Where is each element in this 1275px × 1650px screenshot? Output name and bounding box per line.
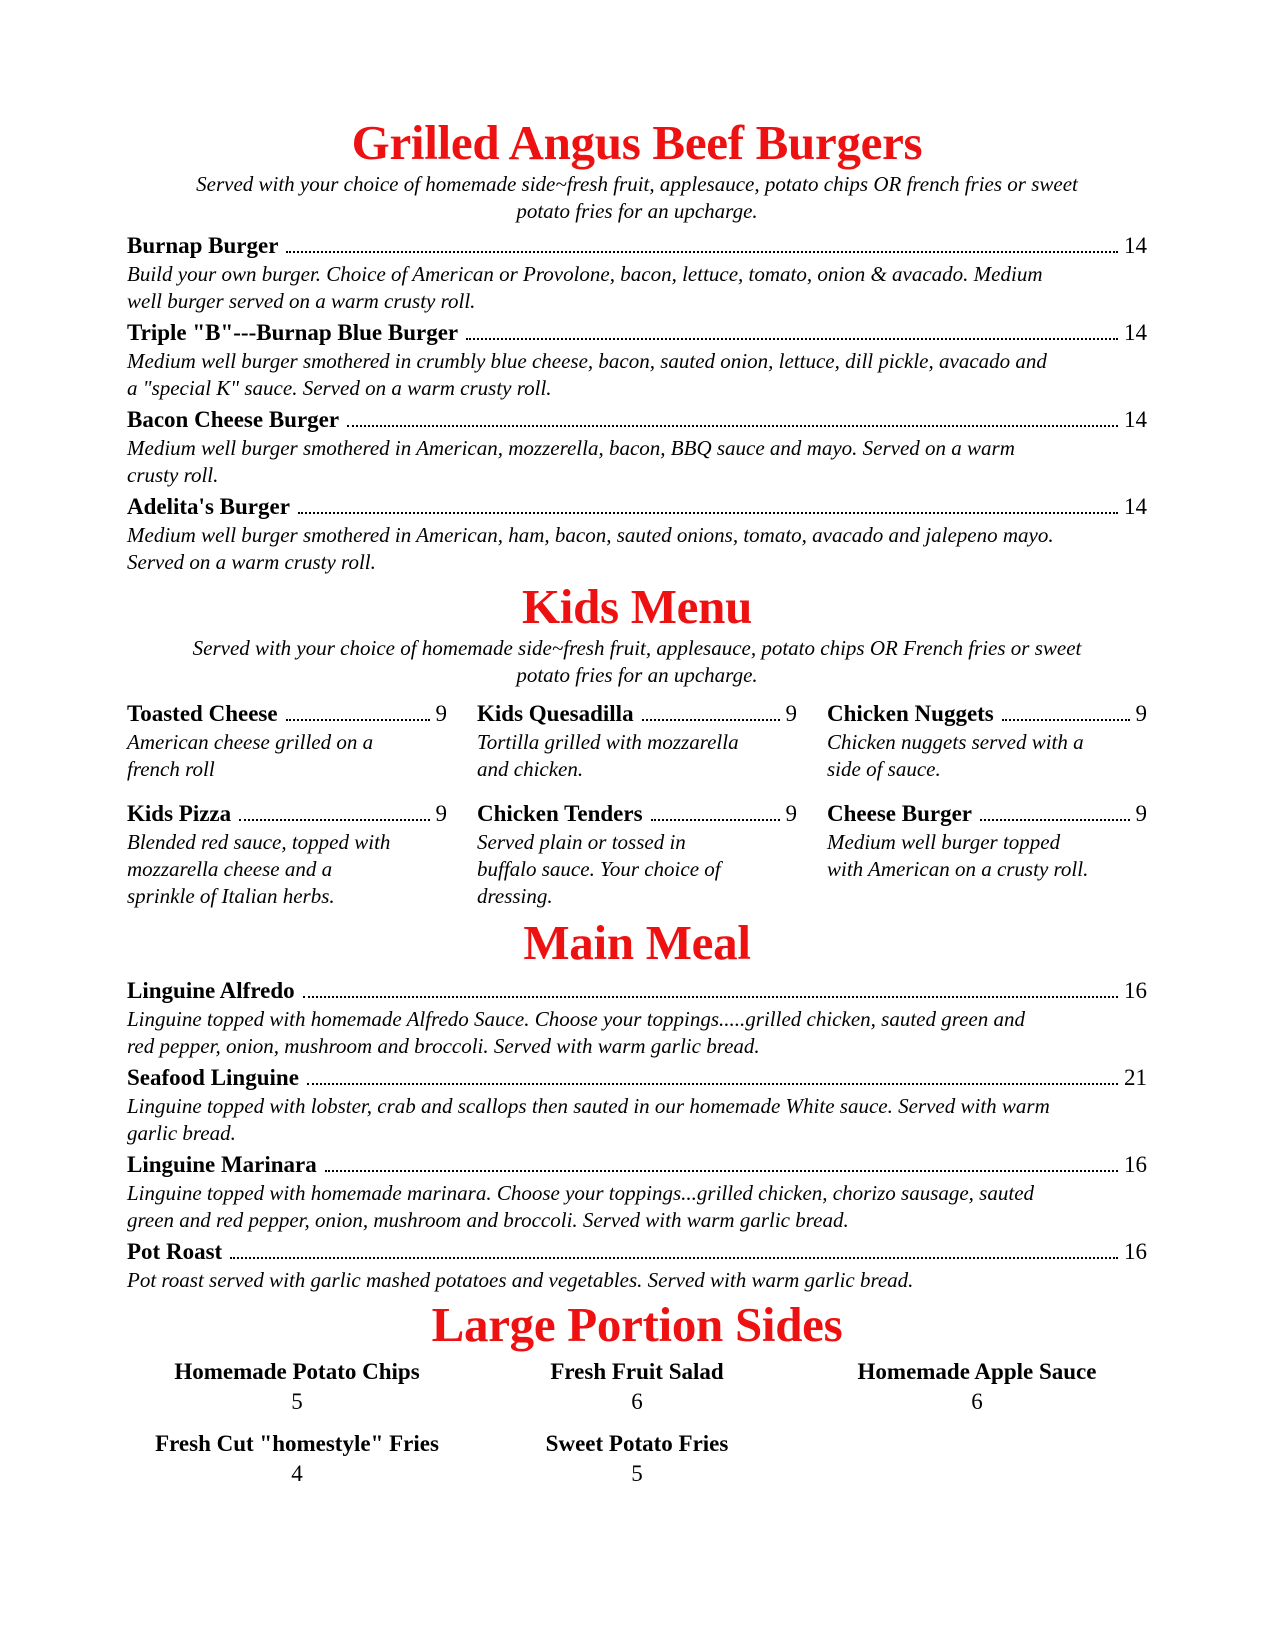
side-price: 4 — [291, 1461, 303, 1486]
menu-item — [127, 1237, 1147, 1294]
kids-item — [477, 699, 797, 783]
side-item — [467, 1429, 807, 1489]
side-name: Homemade Apple Sauce — [857, 1359, 1097, 1384]
item-price: 16 — [1124, 1152, 1147, 1177]
dot-leader — [466, 338, 1118, 340]
kids-item — [827, 799, 1147, 910]
item-name: Cheese Burger — [827, 801, 972, 826]
side-price: 6 — [971, 1389, 983, 1414]
dot-leader — [307, 1083, 1118, 1085]
sides-section — [127, 1297, 1147, 1489]
item-name: Triple "B"---Burnap Blue Burger — [127, 320, 459, 345]
side-name: Fresh Fruit Salad — [550, 1359, 724, 1384]
kids-item — [127, 699, 447, 783]
item-description: Linguine topped with homemade Alfredo Sauce. Choose your toppings.....grilled chicken, sauted green and red pepper, onion, mushroom and broccoli. Served with warm garlic bread. — [127, 1007, 1026, 1058]
menu-item — [127, 976, 1147, 1060]
menu-item — [127, 318, 1147, 402]
item-price: 16 — [1124, 1239, 1147, 1264]
kids-section — [127, 579, 1147, 910]
item-price: 14 — [1124, 407, 1147, 432]
kids-grid — [127, 699, 1147, 910]
item-price: 9 — [785, 701, 797, 726]
menu-item — [127, 492, 1147, 576]
kids-item — [827, 699, 1147, 783]
sides-grid — [127, 1357, 1147, 1489]
kids-subtitle: Served with your choice of homemade side~fresh fruit, applesauce, potato chips OR French fries or sweet potato fries for an upcharge. — [192, 636, 1082, 687]
menu-item — [127, 1150, 1147, 1234]
burgers-title: Grilled Angus Beef Burgers — [351, 115, 923, 170]
sides-title: Large Portion Sides — [431, 1297, 843, 1352]
item-price: 14 — [1124, 494, 1147, 519]
dot-leader — [1002, 719, 1130, 721]
burgers-section — [127, 115, 1147, 576]
dot-leader — [651, 819, 780, 821]
item-description: Medium well burger topped with American on a crusty roll. — [827, 830, 1089, 881]
menu-item — [127, 405, 1147, 489]
item-price: 9 — [1135, 801, 1147, 826]
kids-item — [477, 799, 797, 910]
dot-leader — [303, 996, 1118, 998]
dot-leader — [980, 819, 1130, 821]
side-price: 6 — [631, 1389, 643, 1414]
item-price: 16 — [1124, 978, 1147, 1003]
item-description: Medium well burger smothered in American, ham, bacon, sauted onions, tomato, avacado and jalepeno mayo. Served on a warm crusty roll. — [127, 523, 1054, 574]
menu-item — [127, 231, 1147, 315]
main-meal-title: Main Meal — [523, 915, 751, 970]
dot-leader — [230, 1257, 1118, 1259]
item-description: Tortilla grilled with mozzarella and chicken. — [477, 730, 739, 781]
item-price: 21 — [1124, 1065, 1147, 1090]
kids-item — [127, 799, 447, 910]
item-price: 14 — [1124, 320, 1147, 345]
item-name: Seafood Linguine — [127, 1065, 299, 1090]
item-name: Toasted Cheese — [127, 701, 278, 726]
item-name: Adelita's Burger — [127, 494, 290, 519]
dot-leader — [298, 512, 1118, 514]
item-name: Chicken Tenders — [477, 801, 643, 826]
item-price: 14 — [1124, 233, 1147, 258]
item-description: Chicken nuggets served with a side of sauce. — [827, 730, 1084, 781]
dot-leader — [239, 819, 429, 821]
item-name: Linguine Alfredo — [127, 978, 295, 1003]
item-name: Linguine Marinara — [127, 1152, 317, 1177]
item-price: 9 — [435, 801, 447, 826]
side-price: 5 — [291, 1389, 303, 1414]
item-description: Linguine topped with lobster, crab and scallops then sauted in our homemade White sauce. Served with warm garlic bread. — [127, 1094, 1050, 1145]
item-description: Served plain or tossed in buffalo sauce. Your choice of dressing. — [477, 830, 721, 908]
dot-leader — [347, 425, 1118, 427]
side-item — [807, 1357, 1147, 1417]
item-description: Build your own burger. Choice of American or Provolone, bacon, lettuce, tomato, onion & avacado. Medium well burger served on a warm crusty roll. — [127, 262, 1043, 313]
item-name: Burnap Burger — [127, 233, 279, 258]
item-name: Bacon Cheese Burger — [127, 407, 340, 432]
kids-title: Kids Menu — [521, 579, 753, 634]
item-price: 9 — [785, 801, 797, 826]
item-description: Blended red sauce, topped with mozzarella cheese and a sprinkle of Italian herbs. — [127, 830, 391, 908]
item-description: Linguine topped with homemade marinara. Choose your toppings...grilled chicken, chorizo sausage, sauted green and red pepper, onion, mushroom and broccoli. Served with warm garlic bread. — [127, 1181, 1035, 1232]
item-description: Medium well burger smothered in American, mozzerella, bacon, BBQ sauce and mayo. Served on a warm crusty roll. — [127, 436, 1015, 487]
dot-leader — [325, 1170, 1118, 1172]
main-meal-section — [127, 915, 1147, 1294]
side-item — [127, 1357, 467, 1417]
item-name: Kids Pizza — [127, 801, 232, 826]
side-item — [467, 1357, 807, 1417]
menu-page — [127, 115, 1147, 1489]
item-price: 9 — [435, 701, 447, 726]
item-name: Chicken Nuggets — [827, 701, 994, 726]
menu-item — [127, 1063, 1147, 1147]
dot-leader — [286, 251, 1118, 253]
dot-leader — [642, 719, 780, 721]
item-description: Pot roast served with garlic mashed potatoes and vegetables. Served with warm garlic bread. — [127, 1268, 914, 1292]
side-name: Fresh Cut "homestyle" Fries — [155, 1431, 439, 1456]
item-description: Medium well burger smothered in crumbly blue cheese, bacon, sauted onion, lettuce, dill pickle, avacado and a "special K" sauce. Served on a warm crusty roll. — [127, 349, 1047, 400]
item-name: Kids Quesadilla — [477, 701, 634, 726]
item-name: Pot Roast — [127, 1239, 223, 1264]
side-name: Homemade Potato Chips — [174, 1359, 420, 1384]
side-item — [127, 1429, 467, 1489]
item-description: American cheese grilled on a french roll — [127, 730, 374, 781]
item-price: 9 — [1135, 701, 1147, 726]
side-price: 5 — [631, 1461, 643, 1486]
burgers-subtitle: Served with your choice of homemade side~fresh fruit, applesauce, potato chips OR french fries or sweet potato fries for an upcharge. — [196, 172, 1078, 223]
side-name: Sweet Potato Fries — [545, 1431, 729, 1456]
dot-leader — [286, 719, 430, 721]
